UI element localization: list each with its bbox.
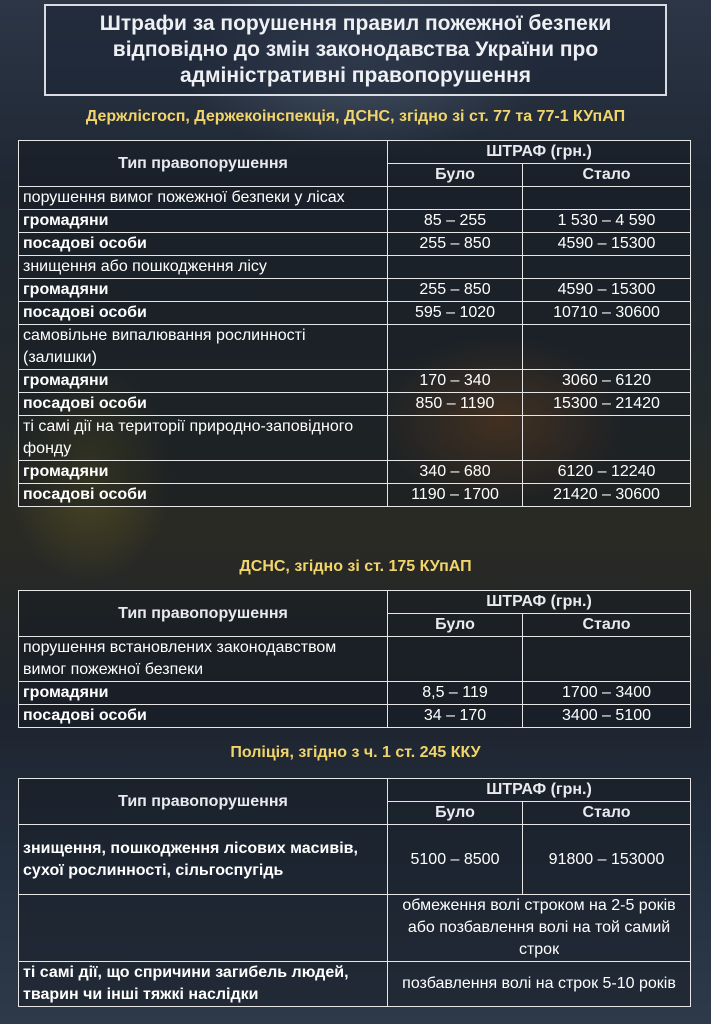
fine-before: 34 – 170 xyxy=(388,705,523,728)
fine-before: 5100 – 8500 xyxy=(388,825,523,895)
penalty-text: позбавлення волі на строк 5-10 років xyxy=(388,962,691,1007)
fine-after: 91800 – 153000 xyxy=(523,825,691,895)
group-title: порушення вимог пожежної безпеки у лісах xyxy=(19,187,388,210)
row-label: ті самі дії, що спричини загибель людей, тварин чи інші тяжкі наслідки xyxy=(19,962,388,1007)
row-label: посадові особи xyxy=(19,484,388,507)
table-row xyxy=(19,393,691,416)
row-label: посадові особи xyxy=(19,302,388,325)
fine-before: 1190 – 1700 xyxy=(388,484,523,507)
row-label: громадяни xyxy=(19,370,388,393)
col-type-header: Тип правопорушення xyxy=(19,591,388,637)
fine-before: 850 – 1190 xyxy=(388,393,523,416)
fine-after: 21420 – 30600 xyxy=(523,484,691,507)
fine-after: 10710 – 30600 xyxy=(523,302,691,325)
fine-after: 3400 – 5100 xyxy=(523,705,691,728)
fine-after: 15300 – 21420 xyxy=(523,393,691,416)
col-type-header: Тип правопорушення xyxy=(19,141,388,187)
fine-after: 1700 – 3400 xyxy=(523,682,691,705)
table-row xyxy=(19,325,691,370)
section1-heading: Держлісгосп, Держекоінспекція, ДСНС, згідно зі ст. 77 та 77-1 КУпАП xyxy=(85,108,626,125)
table-row xyxy=(19,256,691,279)
table-row xyxy=(19,637,691,682)
table-row xyxy=(19,682,691,705)
table-row xyxy=(19,233,691,256)
col-before-header: Було xyxy=(388,802,523,825)
group-title: ті самі дії на території природно-заповідного фонду xyxy=(19,416,388,461)
fine-after: 4590 – 15300 xyxy=(523,279,691,302)
table-row xyxy=(19,895,691,962)
fines-table-1 xyxy=(18,140,691,507)
table-row xyxy=(19,279,691,302)
group-title: знищення або пошкодження лісу xyxy=(19,256,388,279)
col-before-header: Було xyxy=(388,164,523,187)
row-label: громадяни xyxy=(19,461,388,484)
table-row xyxy=(19,484,691,507)
col-type-header: Тип правопорушення xyxy=(19,779,388,825)
col-fine-header: ШТРАФ (грн.) xyxy=(388,779,691,802)
title-box xyxy=(44,4,667,96)
fines-table-2 xyxy=(18,590,691,728)
fine-after: 4590 – 15300 xyxy=(523,233,691,256)
fine-before: 340 – 680 xyxy=(388,461,523,484)
table-row xyxy=(19,210,691,233)
fine-after: 1 530 – 4 590 xyxy=(523,210,691,233)
table-row xyxy=(19,370,691,393)
section2-heading: ДСНС, згідно зі ст. 175 КУпАП xyxy=(239,558,472,575)
col-after-header: Стало xyxy=(523,614,691,637)
row-label: громадяни xyxy=(19,279,388,302)
table-row xyxy=(19,416,691,461)
col-fine-header: ШТРАФ (грн.) xyxy=(388,591,691,614)
group-title: порушення встановлених законодавством вимог пожежної безпеки xyxy=(19,637,388,682)
col-after-header: Стало xyxy=(523,802,691,825)
row-label: громадяни xyxy=(19,210,388,233)
row-label: громадяни xyxy=(19,682,388,705)
col-after-header: Стало xyxy=(523,164,691,187)
fine-before: 170 – 340 xyxy=(388,370,523,393)
fine-before: 595 – 1020 xyxy=(388,302,523,325)
table-row xyxy=(19,705,691,728)
row-label: посадові особи xyxy=(19,705,388,728)
table-row xyxy=(19,962,691,1007)
fine-before: 8,5 – 119 xyxy=(388,682,523,705)
col-fine-header: ШТРАФ (грн.) xyxy=(388,141,691,164)
fine-after: 6120 – 12240 xyxy=(523,461,691,484)
fines-table-3 xyxy=(18,778,691,1007)
fine-before: 255 – 850 xyxy=(388,233,523,256)
col-before-header: Було xyxy=(388,614,523,637)
penalty-text: обмеження волі строком на 2-5 років або позбавлення волі на той самий строк xyxy=(388,895,691,962)
fine-after: 3060 – 6120 xyxy=(523,370,691,393)
table-row xyxy=(19,825,691,895)
row-label: знищення, пошкодження лісових масивів, сухої рослинності, сільгоспугідь xyxy=(19,825,388,895)
group-title: самовільне випалювання рослинності (залишки) xyxy=(19,325,388,370)
table-row xyxy=(19,187,691,210)
page-title: Штрафи за порушення правил пожежної безпеки відповідно до змін законодавства України про адміністративні правопорушення xyxy=(99,12,612,87)
row-label: посадові особи xyxy=(19,393,388,416)
table-row xyxy=(19,461,691,484)
row-label: посадові особи xyxy=(19,233,388,256)
fine-before: 85 – 255 xyxy=(388,210,523,233)
table-row xyxy=(19,302,691,325)
section3-heading: Поліція, згідно з ч. 1 ст. 245 ККУ xyxy=(230,744,481,761)
fine-before: 255 – 850 xyxy=(388,279,523,302)
